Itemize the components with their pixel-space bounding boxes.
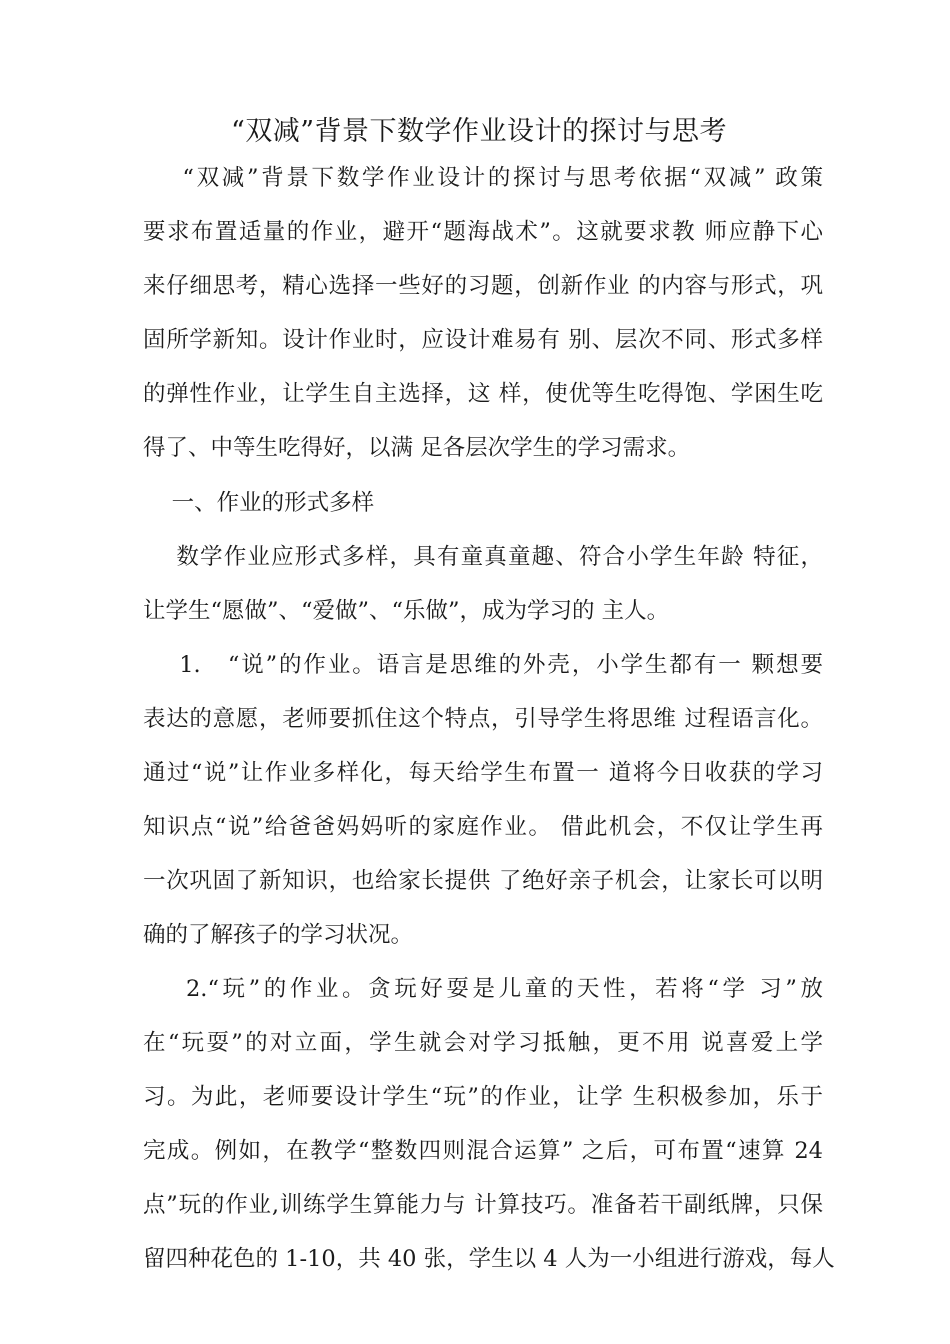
paragraph-line-15: 确的了解孩子的学习状况。 xyxy=(143,922,414,948)
paragraph-line-16: 2.“玩”的作业。贪玩好耍是儿童的天性，若将“学 习”放 xyxy=(143,976,823,1002)
paragraph-line-6: 得了、中等生吃得好，以满 足各层次学生的学习需求。 xyxy=(143,435,691,461)
paragraph-line-2: 要求布置适量的作业，避开“题海战术”。这就要求教 师应静下心 xyxy=(143,219,823,245)
paragraph-line-3: 来仔细思考，精心选择一些好的习题，创新作业 的内容与形式，巩 xyxy=(143,273,823,299)
paragraph-line-10: 1. “说”的作业。语言是思维的外壳，小学生都有一 颗想要 xyxy=(143,652,823,678)
paragraph-line-8: 数学作业应形式多样，具有童真童趣、符合小学生年龄 特征， xyxy=(143,544,823,570)
paragraph-line-17: 在“玩耍”的对立面，学生就会对学习抵触，更不用 说喜爱上学 xyxy=(143,1030,823,1056)
paragraph-line-20: 点”玩的作业,训练学生算能力与 计算技巧。准备若干副纸牌，只保 xyxy=(143,1192,823,1218)
paragraph-line-21: 留四种花色的 1-10，共 40 张，学生以 4 人为一小组进行游戏，每人 xyxy=(143,1246,835,1272)
paragraph-line-14: 一次巩固了新知识，也给家长提供 了绝好亲子机会，让家长可以明 xyxy=(143,868,823,894)
paragraph-line-1: “双减”背景下数学作业设计的探讨与思考依据“双减” 政策 xyxy=(143,165,823,191)
paragraph-line-12: 通过“说”让作业多样化，每天给学生布置一 道将今日收获的学习 xyxy=(143,760,823,786)
paragraph-line-4: 固所学新知。设计作业时，应设计难易有 别、层次不同、形式多样 xyxy=(143,327,823,353)
paragraph-line-13: 知识点“说”给爸爸妈妈听的家庭作业。 借此机会，不仅让学生再 xyxy=(143,814,823,840)
paragraph-line-19: 完成。例如，在教学“整数四则混合运算” 之后，可布置“速算 24 xyxy=(143,1138,823,1164)
paragraph-line-9: 让学生“愿做”、“爱做”、“乐做”，成为学习的 主人。 xyxy=(143,598,670,624)
document-title: “双减”背景下数学作业设计的探讨与思考 xyxy=(230,116,728,147)
section-heading: 一、作业的形式多样 xyxy=(143,490,375,516)
paragraph-line-18: 习。为此，老师要设计学生“玩”的作业，让学 生积极参加，乐于 xyxy=(143,1084,823,1110)
paragraph-line-5: 的弹性作业，让学生自主选择，这 样，使优等生吃得饱、学困生吃 xyxy=(143,381,823,407)
paragraph-line-11: 表达的意愿，老师要抓住这个特点，引导学生将思维 过程语言化。 xyxy=(143,706,823,732)
